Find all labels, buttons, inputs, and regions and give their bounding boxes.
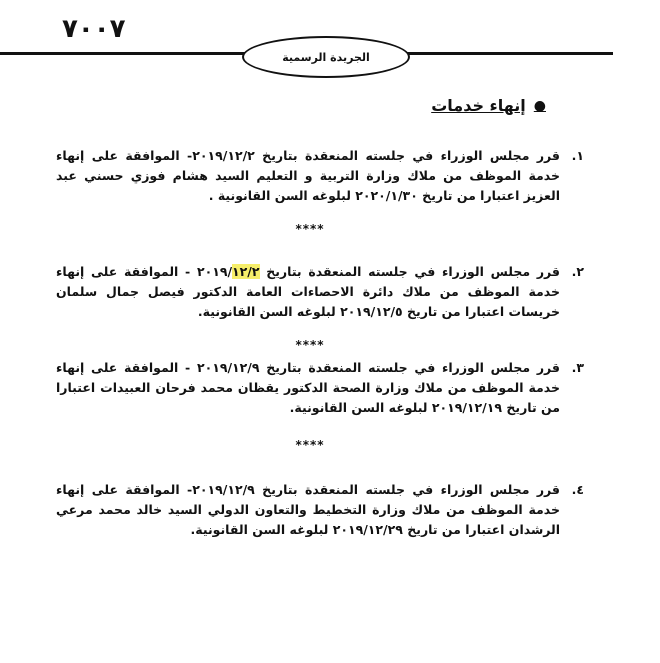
bullet-icon: ● <box>533 97 546 114</box>
item-number: ٤. <box>571 482 584 497</box>
item-number: ١. <box>571 148 584 163</box>
section-title <box>431 96 546 115</box>
decision-item-3 <box>56 358 584 418</box>
item-text: قرر مجلس الوزراء في جلسته المنعقدة بتاريخ ٢٠١٩/١٢/٢- الموافقة على إنهاء خدمة الموظف من ملاك وزارة التربية و التعليم السيد هشام فوزي حسني عبد العزيز اعتبارا من تاريخ ٢٠٢٠/١/٣٠ لبلوغه السن القانونية . <box>56 148 560 203</box>
item-number: ٣. <box>571 360 584 375</box>
separator: **** <box>295 222 325 236</box>
item-text: قرر مجلس الوزراء في جلسته المنعقدة بتاريخ ٢٠١٩/١٢/٩- الموافقة على إنهاء خدمة الموظف من ملاك وزارة التخطيط والتعاون الدولي السيد خالد محمد مرعي الرشدان اعتبارا من تاريخ ٢٠١٩/١٢/٢٩ لبلوغه السن القانونية. <box>56 482 560 537</box>
gazette-header-label: الجريدة الرسمية <box>242 36 410 78</box>
separator: **** <box>295 438 325 452</box>
decision-item-2 <box>56 262 584 322</box>
highlighted-date: ١٢/٢ <box>232 264 260 279</box>
item-number: ٢. <box>571 264 584 279</box>
page-number: ٧٠٠٧ <box>62 14 126 44</box>
section-title-text: إنهاء خدمات <box>431 96 526 115</box>
decision-item-4 <box>56 480 584 540</box>
separator: **** <box>295 338 325 352</box>
item-text: قرر مجلس الوزراء في جلسته المنعقدة بتاريخ ٢٠١٩/١٢/٩ - الموافقة على إنهاء خدمة الموظف من ملاك وزارة الصحة الدكتور يقظان محمد فرحان العبيدات اعتبارا من تاريخ ٢٠١٩/١٢/١٩ لبلوغه السن القانونية. <box>56 360 560 415</box>
decision-item-1 <box>56 146 584 206</box>
item-text: قرر مجلس الوزراء في جلسته المنعقدة بتاريخ ٢٠١٩/١٢/٢ - الموافقة على إنهاء خدمة الموظف من ملاك دائرة الاحصاءات العامة الدكتور فيصل جمال سلمان خريسات اعتبارا من تاريخ ٢٠١٩/١٢/٥ لبلوغه السن القانونية. <box>56 264 560 319</box>
